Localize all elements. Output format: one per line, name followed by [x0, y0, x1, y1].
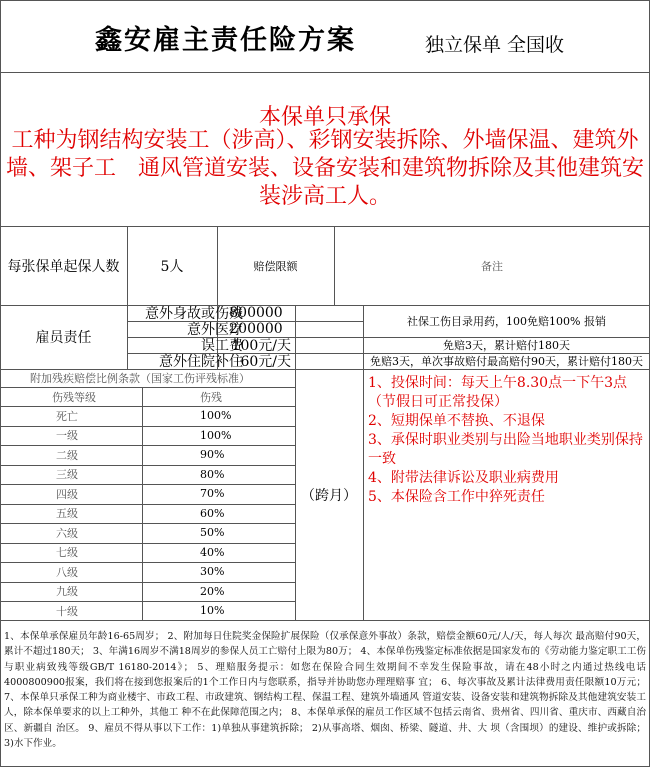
- employer-item: 误工费: [201, 338, 243, 354]
- coverage-heading: 本保单只承保: [258, 105, 391, 130]
- employer-note: 免赔3天，单次事故赔付最高赔付90天，累计赔付180天: [370, 355, 643, 368]
- disability-ratio: 70%: [200, 487, 225, 501]
- disability-ratio: 20%: [200, 584, 225, 598]
- disability-title: 附加残疾赔偿比例条款（国家工伤评残标准）: [30, 372, 250, 385]
- disability-ratio: 100%: [200, 409, 232, 423]
- note-item: 4、附带法律诉讼及职业病费用: [368, 470, 559, 486]
- disability-level: 死亡: [56, 409, 78, 423]
- note-item: 1、投保时间：每天上午8.30点一下午3点（节假日可正常投保）: [368, 375, 627, 410]
- remarks-header: 备注: [481, 259, 503, 273]
- disability-level: 八级: [56, 565, 78, 579]
- notes-list: [368, 374, 645, 507]
- disability-level: 二级: [56, 448, 78, 462]
- employer-item: 意外医疗: [187, 322, 243, 338]
- grid-line: [217, 226, 218, 305]
- employer-liability-label: 雇员责任: [35, 330, 92, 346]
- disability-col-ratio: 伤残: [200, 390, 222, 404]
- disability-ratio: 40%: [200, 545, 225, 559]
- disability-level: 九级: [56, 585, 78, 599]
- note-item: 5、本保险含工作中猝死责任: [368, 489, 545, 505]
- coverage-description: 工种为钢结构安装工（涉高）、彩钢安装拆除、外墙保温、建筑外墙、架子工 通风管道安装、设备安装和建筑物拆除及其他建筑安装涉高工人。: [5, 128, 644, 209]
- page-title: 鑫安雇主责任险方案: [95, 25, 356, 56]
- disability-col-level: 伤残等级: [52, 390, 96, 404]
- disability-level: 十级: [56, 604, 78, 618]
- disability-level: 五级: [56, 507, 78, 521]
- disability-ratio: 10%: [200, 604, 225, 618]
- employer-amount: 200000: [229, 321, 283, 337]
- disability-level: 三级: [56, 468, 78, 482]
- employer-item: 意外住院补住: [159, 354, 243, 370]
- disability-ratio: 100%: [200, 428, 232, 442]
- disability-level: 七级: [56, 546, 78, 560]
- period-label: （跨月）: [301, 487, 357, 504]
- limit-header: 赔偿限额: [253, 259, 298, 273]
- disability-level: 六级: [56, 526, 78, 540]
- employer-item: 意外身故或伤残: [145, 306, 243, 322]
- min-insured-value: 5人: [160, 258, 184, 275]
- disability-ratio: 30%: [200, 565, 225, 579]
- employer-amount: 100元/天: [231, 338, 291, 354]
- grid-line: [363, 369, 364, 620]
- note-item: 2、短期保单不替换、不退保: [368, 413, 545, 429]
- header-divider: [0, 72, 650, 73]
- grid-line: [127, 226, 128, 305]
- footer-terms: 1、本保单承保雇员年龄16-65周岁； 2、附加每日住院奖金保险扩展保险（仅承保意外事故）条款，赔偿金额60元/人/天，每人每次 最高赔付90天，累计不超过180天； 3、年满16周岁不满18周岁的参保人员工亡赔付上限为80万； 4、本保单伤残鉴定标准依据是国家发布的《劳动能力鉴定职工工伤与职业病致残等级GB/T 16180-2014》； 5、理赔服务提示：如您在保险合同生效期间不幸发生保险事故，请在48小时之内通过热线电话 4000800900报案，我们将在接到您报案后的1个工作日内与您联系，指导并协助您办理理赔事 宜； 6、每次事故及累计法律费用责任限额10万元； 7、本保单只承保工种为商业楼宇、市政工程、市政建筑、钢结构工程、保温工程、建筑外墙通风 管道安装、设备安装和建筑物拆除及其他建筑安装工人，除本保单要求的以上工种外，其他工 种不在此保障范围之内； 8、本保单承保的雇员工作区域不包括云南省、贵州省、四川省、重庆市、西藏自治区、新疆自 治区。 9、雇员不得从事以下工作：1)单独从事建筑拆除； 2)从事高塔、烟囱、桥梁、隧道、井、大 坝（含围坝）的建设、维护或拆除； 3)水下作业。: [4, 631, 646, 750]
- disability-ratio: 90%: [200, 448, 225, 462]
- employer-amount: 800000: [229, 305, 283, 321]
- disability-ratio: 60%: [200, 506, 225, 520]
- disability-level: 一级: [56, 429, 78, 443]
- min-insured-label: 每张保单起保人数: [7, 258, 120, 275]
- note-item: 3、承保时职业类别与出险当地职业类别保持一致: [368, 432, 643, 467]
- employer-amount: 60元/天: [240, 354, 291, 370]
- grid-line: [334, 226, 335, 305]
- disability-level: 四级: [56, 487, 78, 501]
- grid-line: [0, 620, 650, 621]
- page-subtitle: 独立保单 全国收: [425, 34, 565, 56]
- disability-ratio: 80%: [200, 467, 225, 481]
- employer-note: 免赔3天，累计赔付180天: [443, 339, 570, 352]
- disability-ratio: 50%: [200, 526, 225, 540]
- employer-note: 社保工伤目录用药，100免赔100% 报销: [407, 315, 606, 328]
